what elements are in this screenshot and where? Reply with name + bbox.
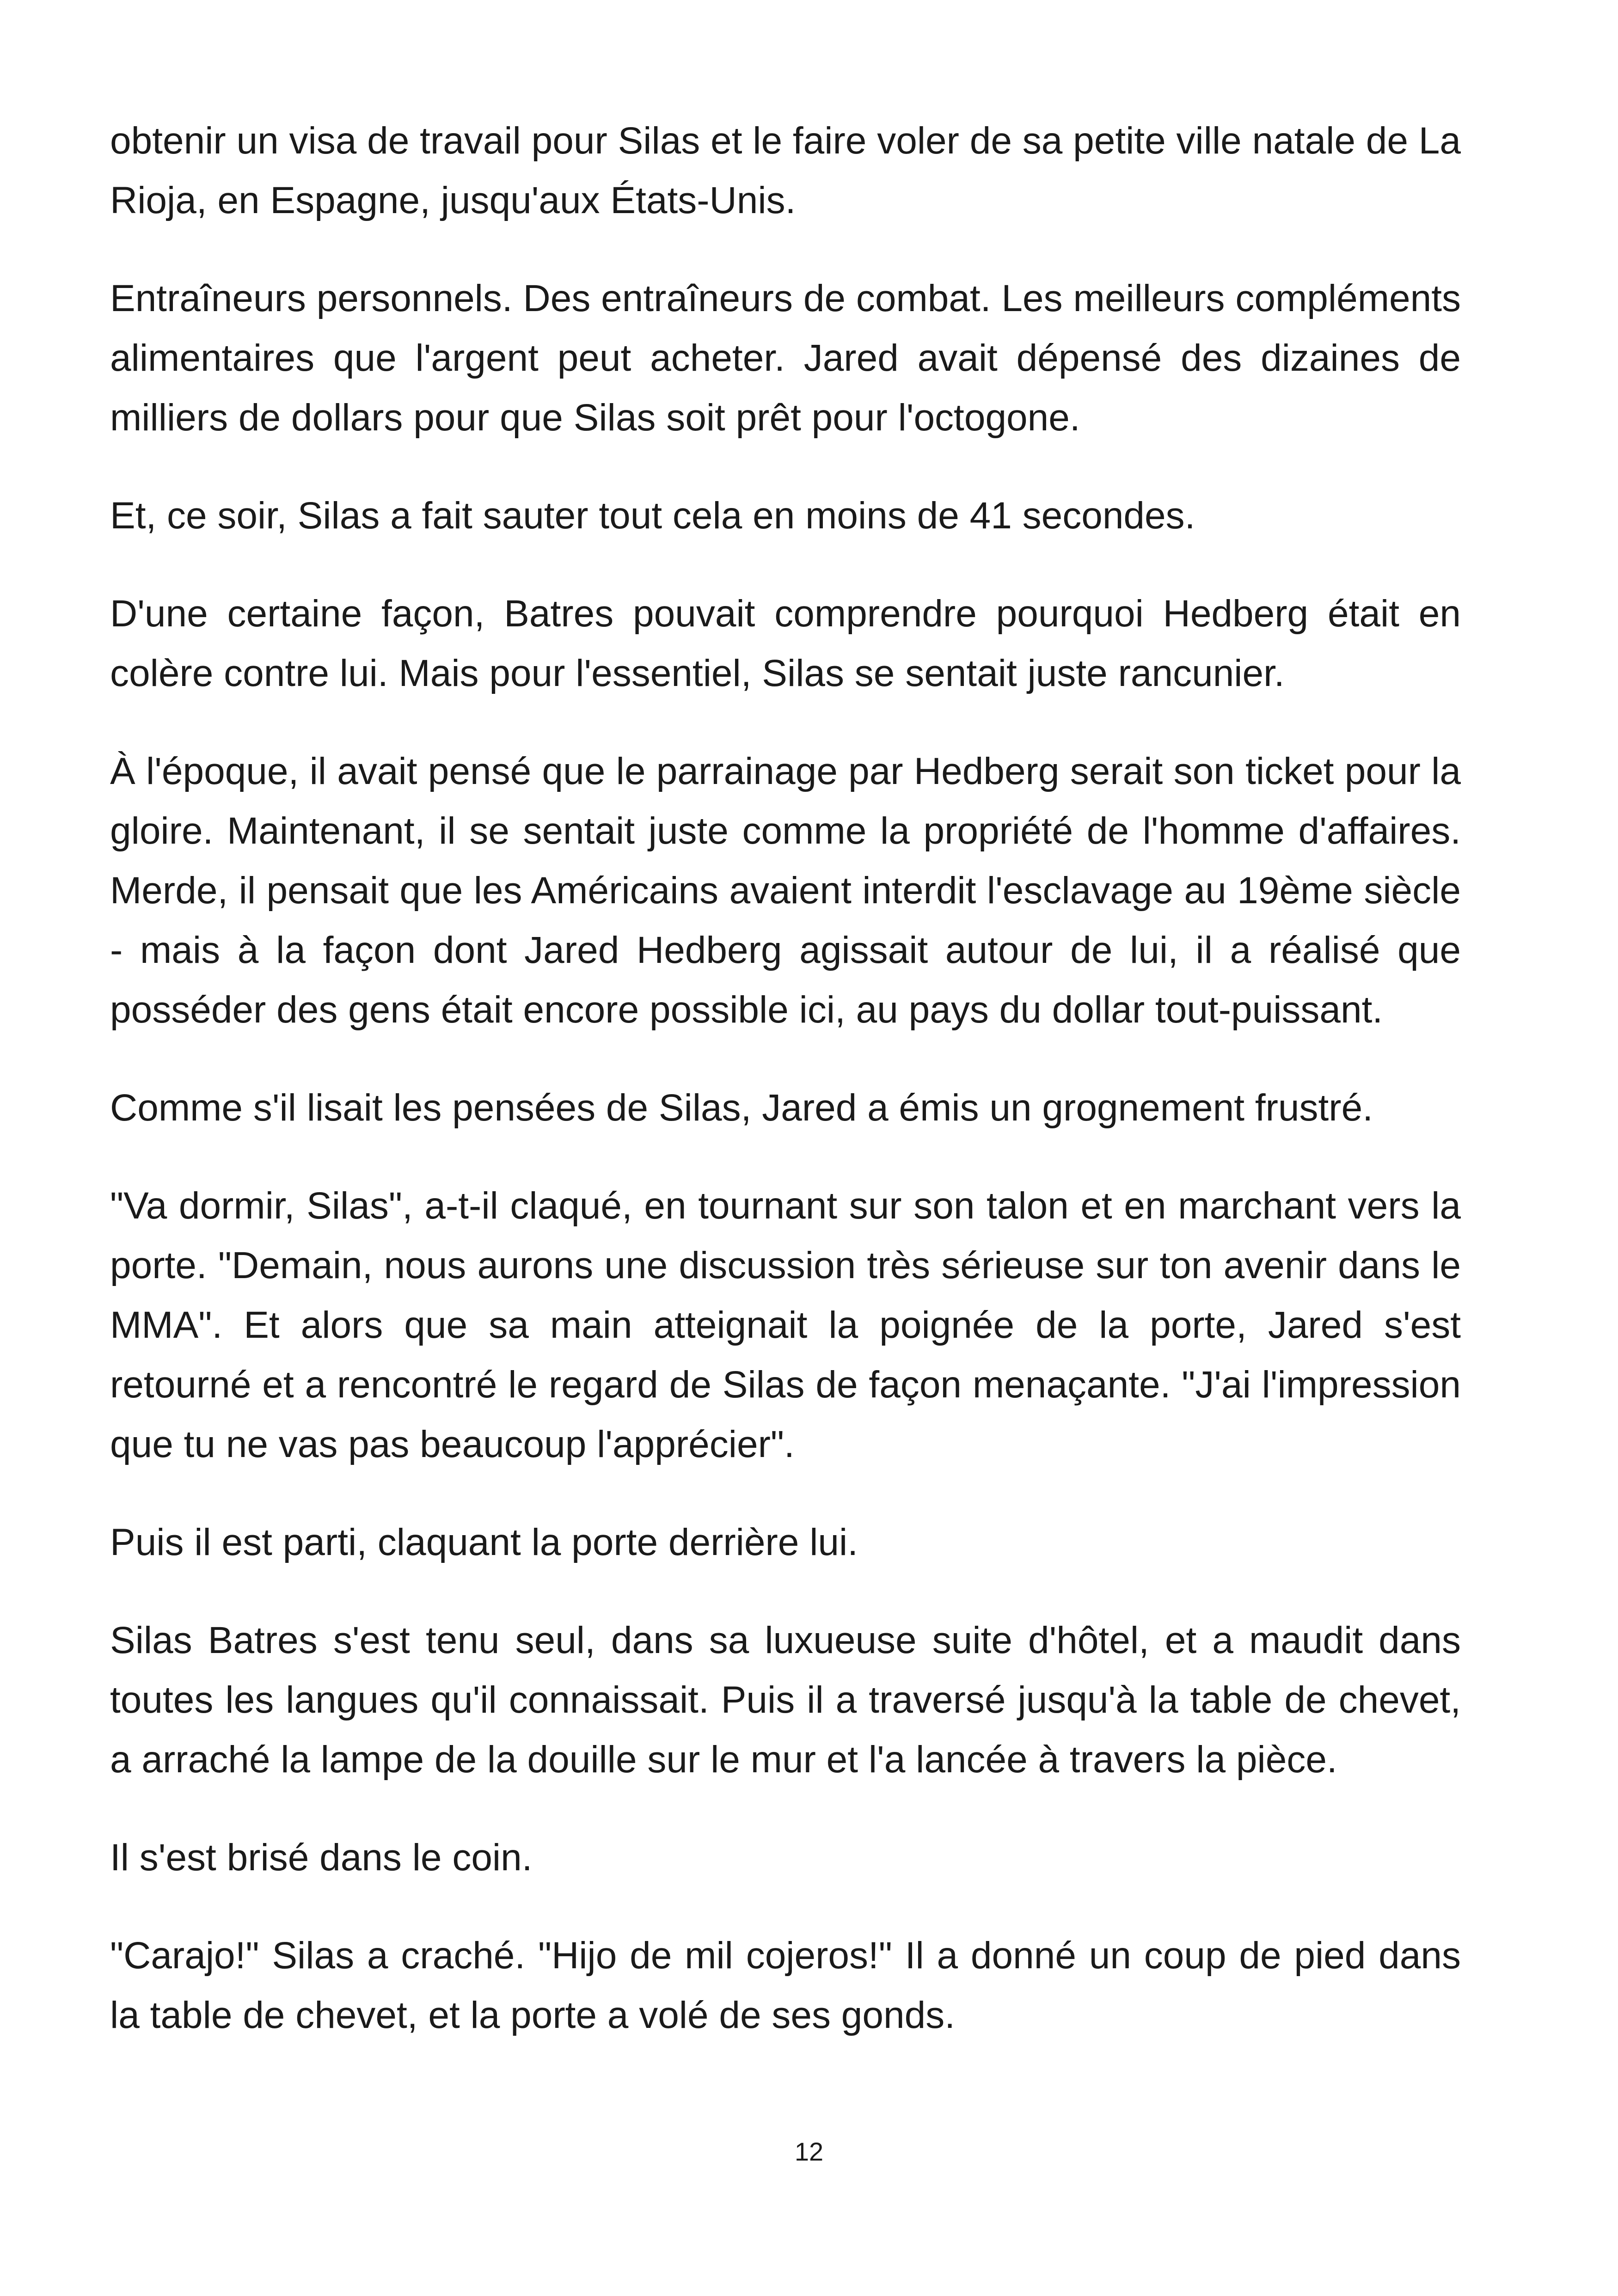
paragraph-6: Comme s'il lisait les pensées de Silas, Jared a émis un grognement frustré.: [110, 1087, 1373, 1129]
paragraph-9: Silas Batres s'est tenu seul, dans sa luxueuse suite d'hôtel, et a maudit dans toutes les langues qu'il connaissait. Puis il a traversé jusqu'à la table de chevet, a arraché la lampe de la douille sur le mur et l'a lancée à travers la pièce.: [110, 1619, 1461, 1781]
paragraph-11: "Carajo!" Silas a craché. "Hijo de mil cojeros!" Il a donné un coup de pied dans la table de chevet, et la porte a volé de ses gonds.: [110, 1935, 1461, 2036]
paragraph-8: Puis il est parti, claquant la porte derrière lui.: [110, 1521, 858, 1563]
paragraph-7: "Va dormir, Silas", a-t-il claqué, en tournant sur son talon et en marchant vers la porte. "Demain, nous aurons une discussion très sérieuse sur ton avenir dans le MMA". Et alors que sa main atteignait la poignée de la porte, Jared s'est retourné et a rencontré le regard de Silas de façon menaçante. "J'ai l'impression que tu ne vas pas beaucoup l'apprécier".: [110, 1185, 1461, 1465]
body-text: [110, 111, 1461, 2083]
page-number: 12: [794, 2137, 824, 2166]
paragraph-1: obtenir un visa de travail pour Silas et le faire voler de sa petite ville natale de La Rioja, en Espagne, jusqu'aux États-Unis.: [110, 120, 1461, 221]
paragraph-3: Et, ce soir, Silas a fait sauter tout cela en moins de 41 secondes.: [110, 495, 1195, 537]
paragraph-2: Entraîneurs personnels. Des entraîneurs de combat. Les meilleurs compléments alimentaires que l'argent peut acheter. Jared avait dépensé des dizaines de milliers de dollars pour que Silas soit prêt pour l'octogone.: [110, 277, 1461, 439]
paragraph-10: Il s'est brisé dans le coin.: [110, 1837, 533, 1879]
paragraph-4: D'une certaine façon, Batres pouvait comprendre pourquoi Hedberg était en colère contre lui. Mais pour l'essentiel, Silas se sentait juste rancunier.: [110, 593, 1461, 694]
paragraph-5: À l'époque, il avait pensé que le parrainage par Hedberg serait son ticket pour la gloire. Maintenant, il se sentait juste comme la propriété de l'homme d'affaires. Merde, il pensait que les Américains avaient interdit l'esclavage au 19ème siècle - mais à la façon dont Jared Hedberg agissait autour de lui, il a réalisé que posséder des gens était encore possible ici, au pays du dollar tout-puissant.: [110, 750, 1461, 1031]
